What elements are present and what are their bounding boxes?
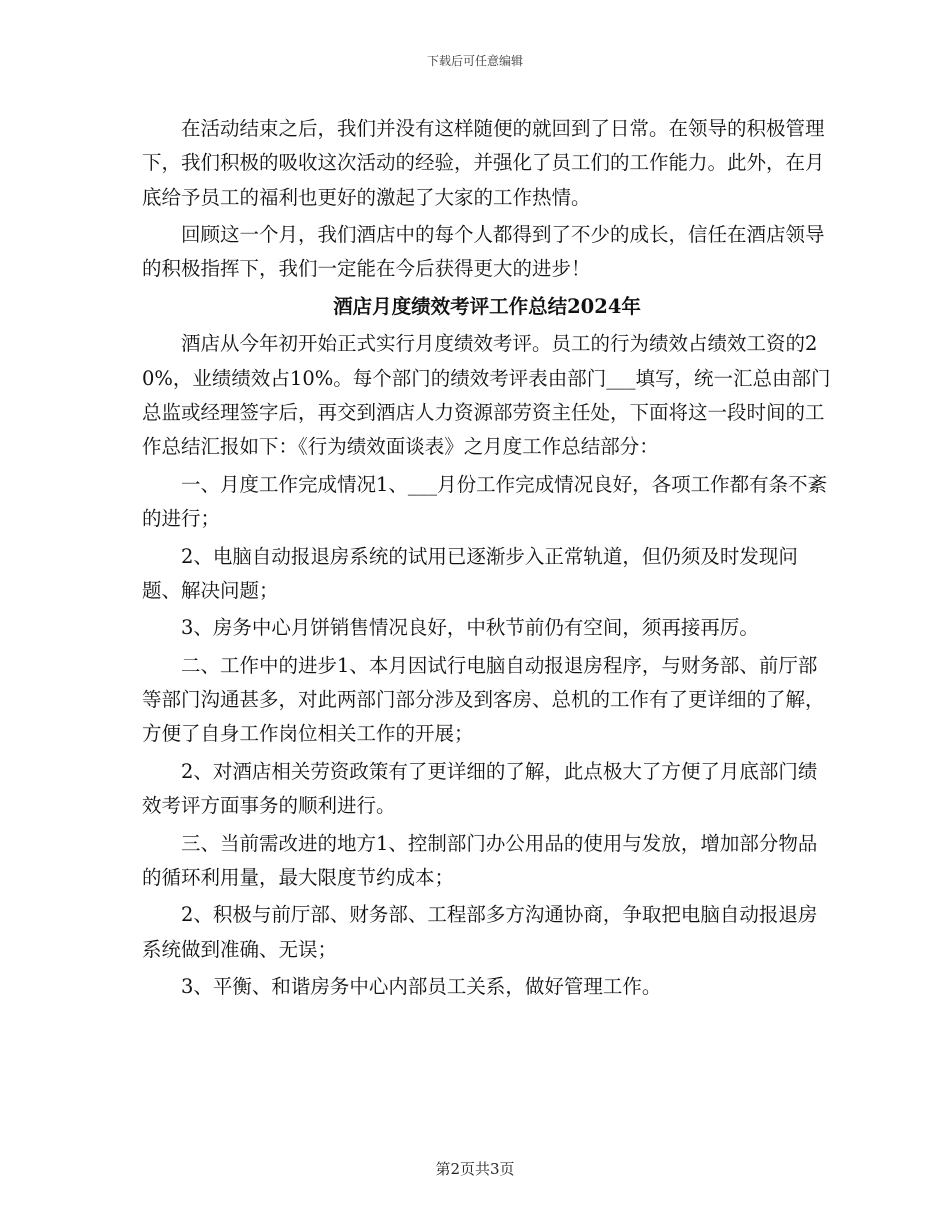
section-title: 酒店月度绩效考评工作总结2024年 [333,294,641,318]
document-body [142,112,832,1008]
paragraph-item-1-3: 3、房务中心月饼销售情况良好，中秋节前仍有空间，须再接再厉。 [181,616,759,640]
paragraph-activity-summary: 在活动结束之后，我们并没有这样随便的就回到了日常。在领导的积极管理下，我们积极的吸收这次活动的经验，并强化了员工们的工作能力。此外，在月底给予员工的福利也更好的激起了大家的工作热情。 [142,117,825,209]
paragraph-item-3-1: 三、当前需改进的地方1、控制部门办公用品的使用与发放，增加部分物品的循环利用量，最大限度节约成本； [142,831,818,889]
paragraph-item-3-3: 3、平衡、和谐房务中心内部员工关系，做好管理工作。 [181,975,662,999]
paragraph-month-review: 回顾这一个月，我们酒店中的每个人都得到了不少的成长，信任在酒店领导的积极指挥下，我们一定能在今后获得更大的进步！ [142,223,825,281]
paragraph-item-1-1: 一、月度工作完成情况1、___月份工作完成情况良好，各项工作都有条不紊的进行； [142,472,828,531]
page-number: 第2页共3页 [435,1160,515,1178]
header-note: 下载后可任意编辑 [426,54,523,68]
paragraph-item-1-2: 2、电脑自动报退房系统的试用已逐渐步入正常轨道，但仍须及时发现问题、解决问题； [142,544,798,602]
paragraph-item-2-2: 2、对酒店相关劳资政策有了更详细的了解，此点极大了方便了月底部门绩效考评方面事务的顺利进行。 [142,759,818,818]
paragraph-item-3-2: 2、积极与前厅部、财务部、工程部多方沟通协商，争取把电脑自动报退房系统做到准确、无误； [142,903,818,961]
paragraph-intro: 酒店从今年初开始正式实行月度绩效考评。员工的行为绩效占绩效工资的20%，业绩绩效占10%。每个部门的绩效考评表由部门___填写，统一汇总由部门总监或经理签字后，再交到酒店人力资源部劳资主任处，下面将这一段时间的工作总结汇报如下：《行为绩效面谈表》之月度工作总结部分： [142,332,831,459]
paragraph-item-2-1: 二、工作中的进步1、本月因试行电脑自动报退房程序，与财务部、前厅部等部门沟通甚多，对此两部门部分涉及到客房、总机的工作有了更详细的了解，方便了自身工作岗位相关工作的开展； [142,653,825,746]
